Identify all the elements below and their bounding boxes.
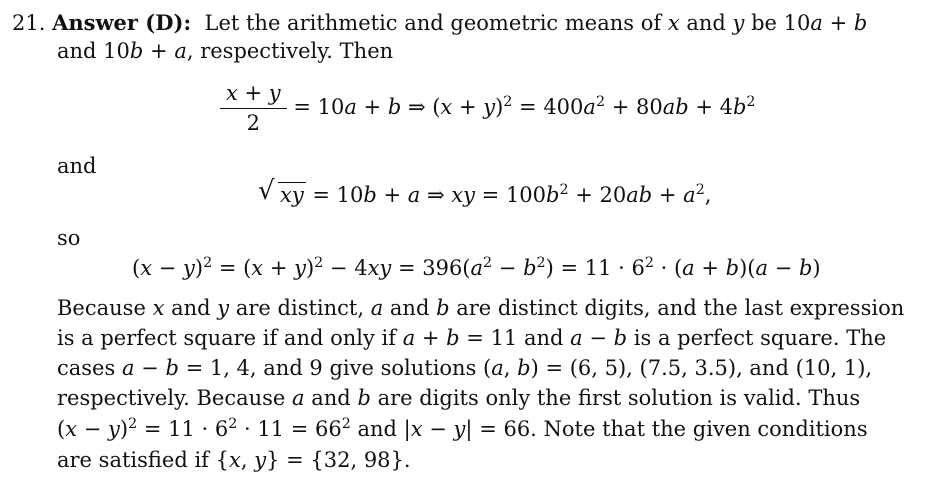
intro-line-2: and 10b + a, respectively. Then: [57, 39, 394, 63]
equation-arithmetic-mean: $\frac{x + y}{2}$ = 10a + b ⇒ $(x + y)^2 = 400a^2 + 80ab + 4b^2$: [220, 83, 756, 134]
paragraph-line-4: respectively. Because a and b are digits only the first solution is valid. Thus: [57, 386, 861, 410]
intro-and: and: [686, 11, 726, 35]
problem-number: 21.: [12, 11, 46, 35]
intro-text-1: Let the arithmetic and geometric means of: [204, 11, 662, 35]
answer-label: Answer (D):: [52, 10, 192, 35]
intro-respectively: , respectively. Then: [186, 39, 394, 63]
word-so: so: [57, 226, 81, 250]
equation-difference-squared: $(x - y)^2 = (x + y)^2 - 4xy = 396(a^2 - b^2) = 11 \cdot 6^2 \cdot (a + b)(a - b)$: [132, 255, 821, 280]
paragraph-line-2: is a perfect square if and only if a + b = 11 and a − b is a perfect square. The: [57, 326, 887, 350]
intro-be: be: [751, 11, 777, 35]
word-and: and: [57, 154, 97, 178]
paragraph-line-1: Because x and y are distinct, a and b are distinct digits, and the last expression: [57, 296, 905, 320]
intro-line2-and: and: [57, 39, 97, 63]
fraction-x-plus-y-over-2: $\frac{x + y}{2}$: [220, 83, 287, 134]
equation-geometric-mean: √ xy = 10b + a ⇒ xy = $100b^2 + 20ab + a^2$,: [258, 176, 712, 207]
paragraph-line-3: cases a − b = 1, 4, and 9 give solutions (a, b) = (6, 5), (7.5, 3.5), and (10, 1),: [57, 356, 873, 380]
sqrt-xy: √ xy: [258, 176, 304, 207]
paragraph-line-5: $(x - y)^2 = 11 \cdot 6^2 \cdot 11 = 66^2$ and |x − y| = 66. Note that the given conditions: [57, 416, 868, 441]
problem-header-line: 21. Answer (D): Let the arithmetic and geometric means of x and y be 10a + b: [12, 10, 868, 35]
paragraph-line-6: are satisfied if {x, y} = {32, 98}.: [57, 448, 411, 472]
